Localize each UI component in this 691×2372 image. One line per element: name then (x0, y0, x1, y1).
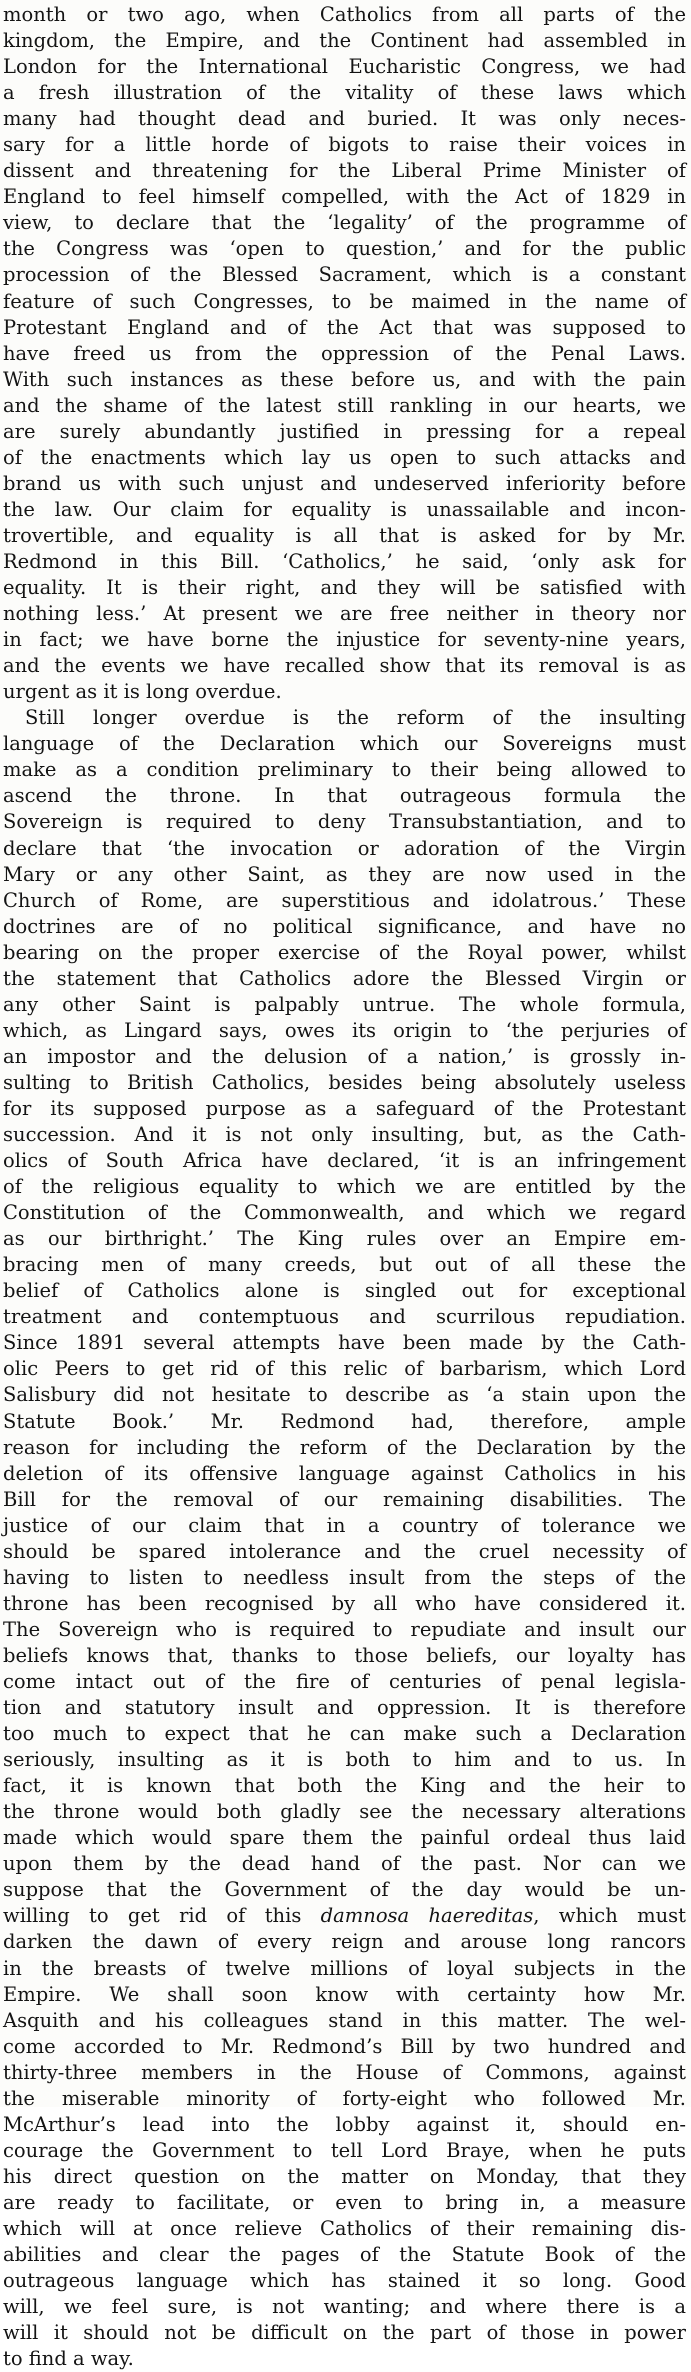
text-line: throne has been recognised by all who have considered it. (3, 1591, 686, 1615)
text-line: ascend the throne. In that outrageous formula the (3, 784, 686, 808)
text-line: many had thought dead and buried. It was only neces- (3, 107, 686, 131)
text-line: are ready to facilitate, or even to bring in, a measure (3, 2190, 686, 2214)
text-line: sary for a little horde of bigots to raise their voices in (3, 133, 686, 157)
text-line: justice of our claim that in a country of tolerance we (3, 1513, 686, 1537)
text-line: month or two ago, when Catholics from all parts of the (3, 3, 686, 26)
text-line: courage the Government to tell Lord Braye, when he puts (3, 2138, 686, 2162)
text-line: Church of Rome, are superstitious and idolatrous.’ These (3, 888, 686, 912)
text-segment: , which must (533, 1904, 686, 1928)
text-line: a fresh illustration of the vitality of these laws which (3, 81, 686, 105)
text-line: Protestant England and of the Act that was supposed to (3, 315, 686, 339)
text-line: the miserable minority of forty-eight who followed Mr. (3, 2086, 686, 2110)
text-line: which, as Lingard says, owes its origin to ‘the perjuries of (3, 1018, 686, 1042)
text-line: Salisbury did not hesitate to describe as ‘a stain upon the (3, 1383, 686, 1407)
article-body (3, 2, 686, 2372)
text-line: should be spared intolerance and the cruel necessity of (3, 1539, 686, 1563)
text-line: come accorded to Mr. Redmond’s Bill by two hundred and (3, 2034, 686, 2058)
text-line: of the enactments which lay us open to such attacks and (3, 445, 686, 469)
text-line: any other Saint is palpably untrue. The whole formula, (3, 992, 686, 1016)
text-line (3, 1903, 686, 1929)
text-line: Still longer overdue is the reform of the insulting (25, 706, 686, 730)
text-line: his direct question on the matter on Monday, that they (3, 2164, 686, 2188)
text-line: succession. And it is not only insulting, but, as the Cath- (3, 1123, 686, 1147)
text-line: London for the International Eucharistic Congress, we had (3, 55, 686, 79)
text-line: nothing less.’ At present we are free neither in theory nor (3, 602, 686, 626)
text-line: fact, it is known that both the King and the heir to (3, 1774, 686, 1798)
text-line: urgent as it is long overdue. (3, 680, 282, 704)
text-line: to find a way. (3, 2347, 134, 2371)
text-line: the law. Our claim for equality is unassailable and incon- (3, 497, 686, 521)
text-line: beliefs knows that, thanks to those beliefs, our loyalty has (3, 1643, 686, 1667)
text-line: declare that ‘the invocation or adoration of the Virgin (3, 836, 686, 860)
text-line: bearing on the proper exercise of the Royal power, whilst (3, 940, 686, 964)
text-line: deletion of its offensive language against Catholics in his (3, 1461, 686, 1485)
text-line: upon them by the dead hand of the past. Nor can we (3, 1852, 686, 1876)
text-line: Sovereign is required to deny Transubstantiation, and to (3, 810, 686, 834)
text-line: will, we feel sure, is not wanting; and where there is a (3, 2295, 686, 2319)
text-line: of the religious equality to which we are entitled by the (3, 1175, 686, 1199)
text-line: having to listen to needless insult from the steps of the (3, 1565, 686, 1589)
text-line: olic Peers to get rid of this relic of barbarism, which Lord (3, 1357, 686, 1381)
text-line: dissent and threatening for the Liberal Prime Minister of (3, 159, 686, 183)
text-segment: willing to get rid of this (3, 1904, 321, 1928)
text-line: thirty-three members in the House of Commons, against (3, 2060, 686, 2084)
text-line: abilities and clear the pages of the Statute Book of the (3, 2243, 686, 2267)
text-line: sulting to British Catholics, besides being absolutely useless (3, 1070, 686, 1094)
text-line: and the shame of the latest still rankling in our hearts, we (3, 393, 686, 417)
paragraph (3, 705, 686, 2372)
text-line: Constitution of the Commonwealth, and which we regard (3, 1201, 686, 1225)
text-line: and the events we have recalled show that its removal is as (3, 654, 686, 678)
text-line: Bill for the removal of our remaining disabilities. The (3, 1487, 686, 1511)
text-line: which will at once relieve Catholics of their remaining dis- (3, 2216, 686, 2240)
text-line: the Congress was ‘open to question,’ and for the public (3, 237, 686, 261)
text-line: belief of Catholics alone is singled out for exceptional (3, 1279, 686, 1303)
text-line: the statement that Catholics adore the Blessed Virgin or (3, 966, 686, 990)
text-line: made which would spare them the painful ordeal thus laid (3, 1826, 686, 1850)
text-line: have freed us from the oppression of the Penal Laws. (3, 341, 686, 365)
text-line: are surely abundantly justified in pressing for a repeal (3, 419, 686, 443)
text-line: bracing men of many creeds, but out of all these the (3, 1253, 686, 1277)
text-line: too much to expect that he can make such a Declaration (3, 1722, 686, 1746)
text-line: Asquith and his colleagues stand in this matter. The wel- (3, 2008, 686, 2032)
text-line: equality. It is their right, and they will be satisfied with (3, 576, 686, 600)
text-line: England to feel himself compelled, with the Act of 1829 in (3, 185, 686, 209)
text-line: olics of South Africa have declared, ‘it is an infringement (3, 1149, 686, 1173)
text-line: kingdom, the Empire, and the Continent had assembled in (3, 29, 686, 53)
text-line: seriously, insulting as it is both to him and to us. In (3, 1748, 686, 1772)
text-line: feature of such Congresses, to be maimed in the name of (3, 289, 686, 313)
text-line: Statute Book.’ Mr. Redmond had, therefore, ample (3, 1409, 686, 1433)
text-line: trovertible, and equality is all that is asked for by Mr. (3, 523, 686, 547)
text-line: Empire. We shall soon know with certainty how Mr. (3, 1982, 686, 2006)
text-line: Mary or any other Saint, as they are now used in the (3, 862, 686, 886)
text-line: the throne would both gladly see the necessary alterations (3, 1800, 686, 1824)
text-line: language of the Declaration which our Sovereigns must (3, 732, 686, 756)
text-line: Redmond in this Bill. ‘Catholics,’ he said, ‘only ask for (3, 549, 686, 573)
text-line: make as a condition preliminary to their being allowed to (3, 758, 686, 782)
text-line: Since 1891 several attempts have been made by the Cath- (3, 1331, 686, 1355)
text-line: an impostor and the delusion of a nation,’ is grossly in- (3, 1044, 686, 1068)
text-line: suppose that the Government of the day would be un- (3, 1878, 686, 1902)
text-line: treatment and contemptuous and scurrilous repudiation. (3, 1305, 686, 1329)
text-line: procession of the Blessed Sacrament, which is a constant (3, 263, 686, 287)
text-line: The Sovereign who is required to repudiate and insult our (3, 1617, 686, 1641)
text-line: With such instances as these before us, and with the pain (3, 367, 686, 391)
text-line: darken the dawn of every reign and arouse long rancors (3, 1930, 686, 1954)
text-line: doctrines are of no political significance, and have no (3, 914, 686, 938)
text-line: will it should not be difficult on the part of those in power (3, 2321, 686, 2345)
text-line: reason for including the reform of the Declaration by the (3, 1435, 686, 1459)
text-line: in the breasts of twelve millions of loyal subjects in the (3, 1956, 686, 1980)
text-line: for its supposed purpose as a safeguard of the Protestant (3, 1096, 686, 1120)
text-line: view, to declare that the ‘legality’ of the programme of (3, 211, 686, 235)
text-line: McArthur’s lead into the lobby against it, should en- (3, 2112, 686, 2136)
text-line: as our birthright.’ The King rules over an Empire em- (3, 1227, 686, 1251)
text-line: tion and statutory insult and oppression. It is therefore (3, 1696, 686, 1720)
italic-phrase: damnosa haereditas (320, 1904, 534, 1928)
text-line: come intact out of the fire of centuries of penal legisla- (3, 1670, 686, 1693)
text-line: brand us with such unjust and undeserved inferiority before (3, 471, 686, 495)
text-line: in fact; we have borne the injustice for seventy-nine years, (3, 628, 686, 652)
text-line: outrageous language which has stained it so long. Good (3, 2269, 686, 2293)
paragraph (3, 2, 686, 705)
